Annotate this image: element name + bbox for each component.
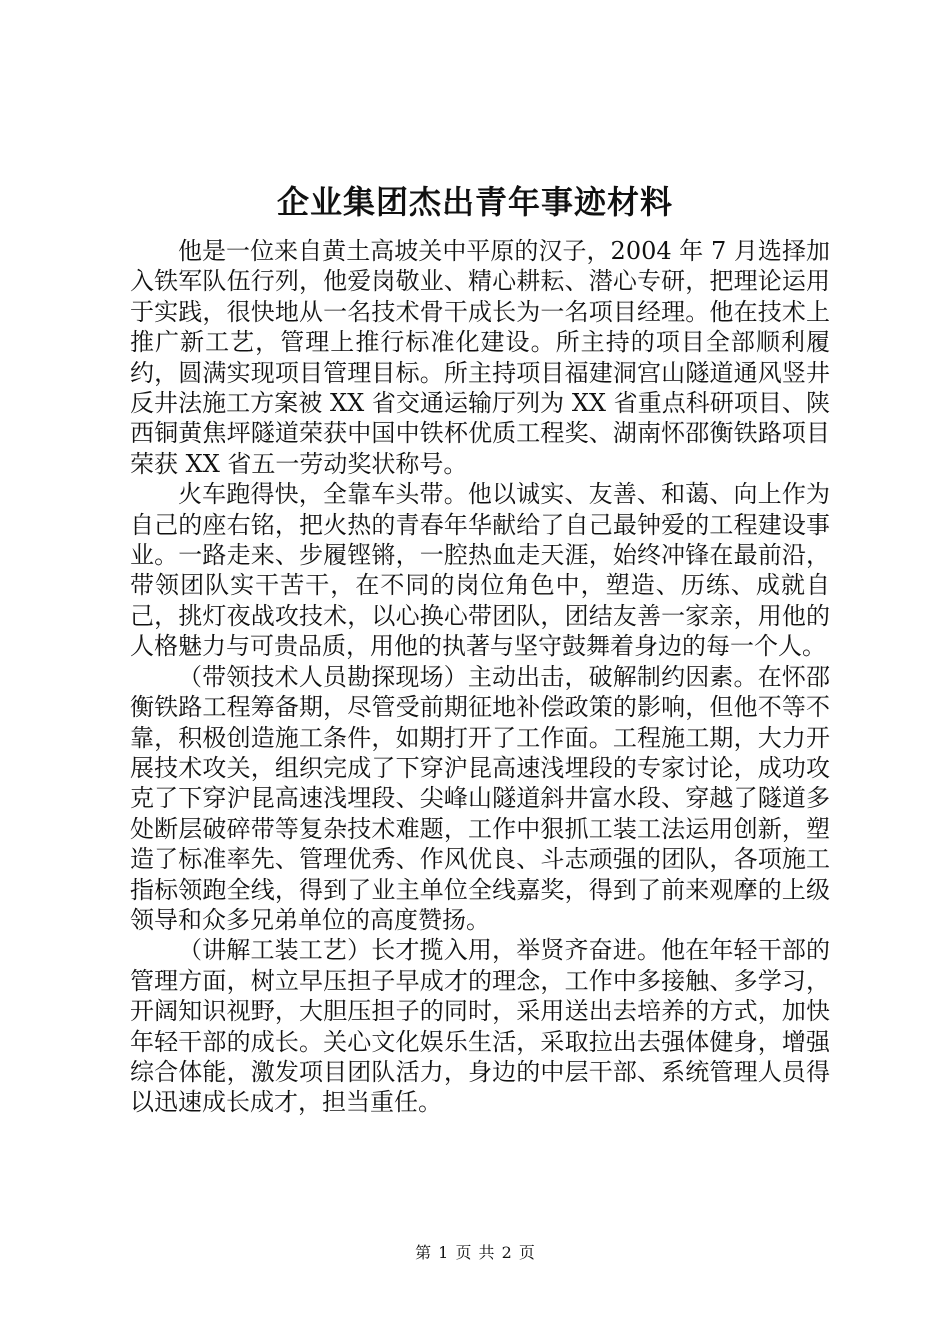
page-number-footer: 第 1 页 共 2 页 bbox=[415, 1243, 535, 1262]
document-title: 企业集团杰出青年事迹材料 bbox=[276, 183, 673, 221]
paragraph-1: 他是一位来自黄土高坡关中平原的汉子，2004 年 7 月选择加入铁军队伍行列，他爱岗敬业、精心耕耘、潜心专研，把理论运用于实践，很快地从一名技术骨干成长为一名项目经理。他在技术上推广新工艺，管理上推行标准化建设。所主持的项目全部顺利履约，圆满实现项目管理目标。所主持项目福建洞宫山隧道通风竖井反井法施工方案被 XX 省交通运输厅列为 XX 省重点科研项目、陕西铜黄焦坪隧道荣获中国中铁杯优质工程奖、湖南怀邵衡铁路项目荣获 XX 省五一劳动奖状称号。 bbox=[130, 237, 830, 478]
paragraph-2: 火车跑得快，全靠车头带。他以诚实、友善、和蔼、向上作为自己的座右铭，把火热的青春年华献给了自己最钟爱的工程建设事业。一路走来、步履铿锵，一腔热血走天涯，始终冲锋在最前沿，带领团队实干苦干，在不同的岗位角色中，塑造、历练、成就自己，挑灯夜战攻技术，以心换心带团队，团结友善一家亲，用他的人格魅力与可贵品质，用他的执著与坚守鼓舞着身边的每一个人。 bbox=[130, 480, 830, 661]
paragraph-3: （带领技术人员勘探现场）主动出击，破解制约因素。在怀邵衡铁路工程筹备期，尽管受前期征地补偿政策的影响，但他不等不靠，积极创造施工条件，如期打开了工作面。工程施工期，大力开展技术攻关，组织完成了下穿沪昆高速浅埋段的专家讨论，成功攻克了下穿沪昆高速浅埋段、尖峰山隧道斜井富水段、穿越了隧道多处断层破碎带等复杂技术难题，工作中狠抓工装工法运用创新，塑造了标准率先、管理优秀、作风优良、斗志顽强的团队，各项施工指标领跑全线，得到了业主单位全线嘉奖，得到了前来观摩的上级领导和众多兄弟单位的高度赞扬。 bbox=[130, 662, 830, 934]
document-body bbox=[130, 236, 830, 1118]
paragraph-4: （讲解工装工艺）长才揽入用，举贤齐奋进。他在年轻干部的管理方面，树立早压担子早成才的理念，工作中多接触、多学习，开阔知识视野，大胆压担子的同时，采用送出去培养的方式，加快年轻干部的成长。关心文化娱乐生活，采取拉出去强体健身，增强综合体能，激发项目团队活力，身边的中层干部、系统管理人员得以迅速成长成才，担当重任。 bbox=[130, 936, 830, 1117]
